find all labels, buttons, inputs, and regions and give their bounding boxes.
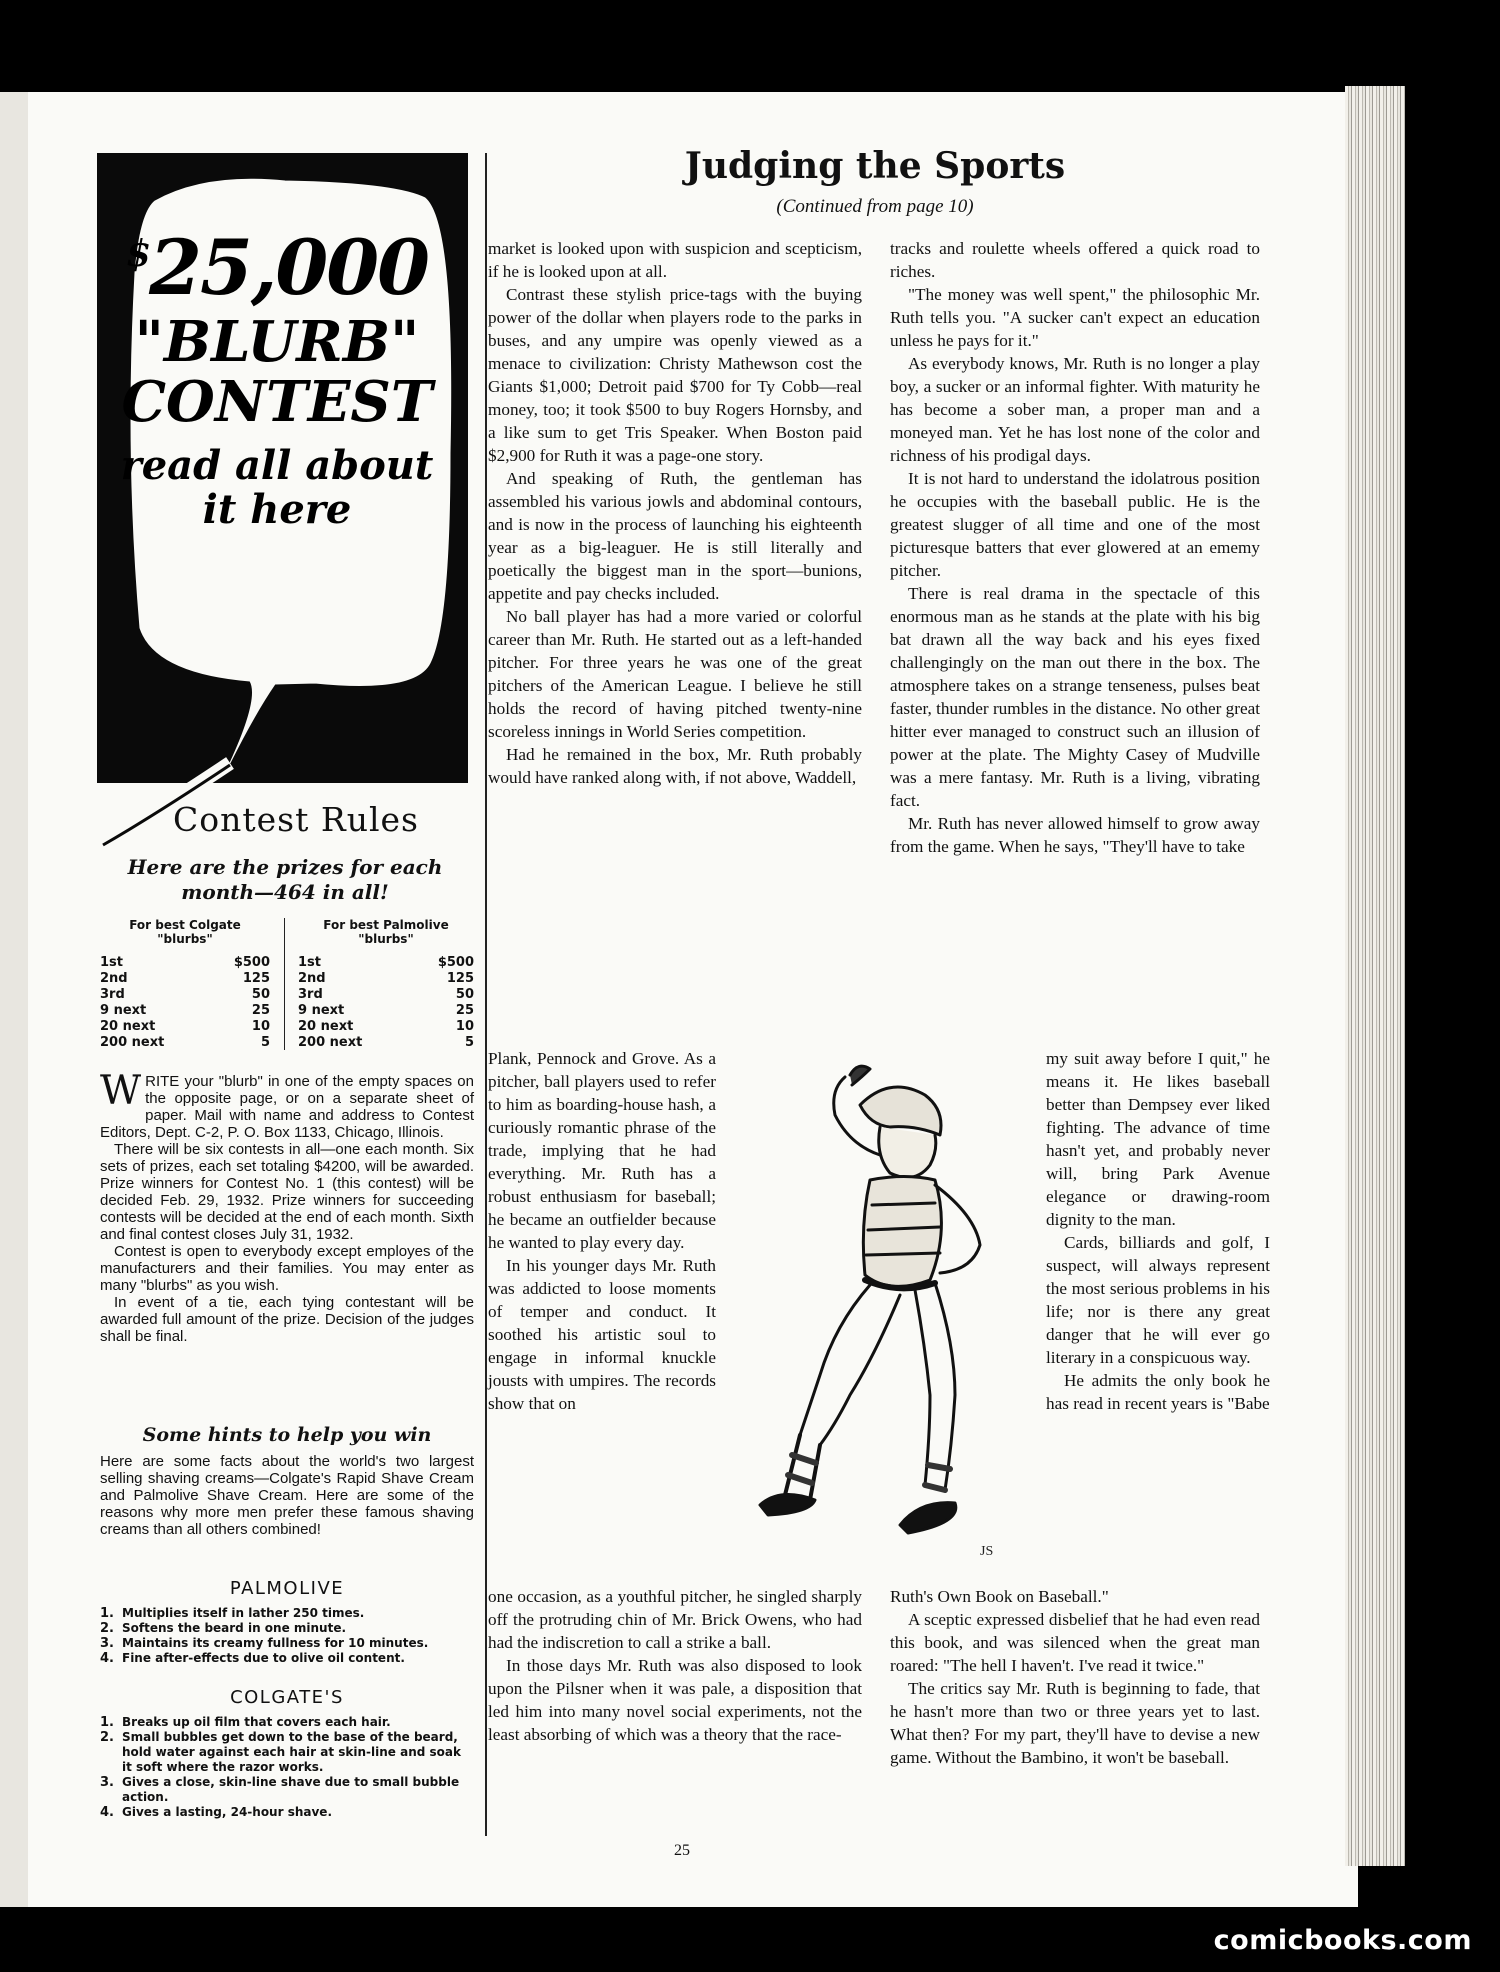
prize-row <box>100 1003 270 1019</box>
list-number: 4. <box>100 1805 114 1820</box>
article-paragraph: It is not hard to understand the idolatrous position he occupies with the baseball public. He is the greatest slugger of all time and one of the most picturesque batters that ever glowered at an ememy pitcher. <box>890 469 1260 580</box>
list-number: 2. <box>100 1621 114 1636</box>
article-paragraph: Contrast these stylish price-tags with the buying power of the dollar when players rode to the parks in buses, and any umpire was openly viewed as a menace to civilization: Christy Mathewson cost the Giants $1,000; Detroit paid $700 for Ty Cobb—real money, too; it took $500 to buy Rogers Hornsby, and a like sum to get Tris Speaker. When Boston paid $2,900 for Ruth it was a page-one story. <box>488 285 862 465</box>
colgate-prize-header: For best Colgate "blurbs" <box>129 918 241 947</box>
prize-row <box>298 1035 474 1051</box>
rules-paragraph: Contest is open to everybody except employes of the manufacturers and their families. You may enter as many "blurbs" as you wish. <box>100 1243 474 1294</box>
rules-paragraph: In event of a tie, each tying contestant will be awarded full amount of the prize. Decision of the judges shall be final. <box>100 1294 474 1345</box>
column-rule <box>485 153 487 1836</box>
read-line-2: it here <box>202 486 352 533</box>
read-line-1: read all about <box>120 442 434 489</box>
list-text: Multiplies itself in lather 250 times. <box>122 1606 365 1620</box>
prize-row <box>100 971 270 987</box>
page-stack-edge <box>1345 86 1405 1866</box>
hints-text: Here are some facts about the world's two largest selling shaving creams—Colgate's Rapid Shave Cream and Palmolive Shave Cream. Here are some of the reasons why more men prefer these famous shaving creams than all others combined! <box>100 1453 474 1538</box>
brand-list-item <box>100 1805 474 1820</box>
list-number: 1. <box>100 1606 114 1621</box>
brand-list-item <box>100 1730 474 1775</box>
brand-list-item <box>100 1621 474 1636</box>
article-paragraph: There is real drama in the spectacle of this enormous man as he stands at the plate with his big bat drawn all the way back and his eyes fixed challengingly on the man out there in the box. The atmosphere takes on a strange tenseness, pulses beat faster, thunder rumbles in the distance. No other great hitter ever managed to construct such an illusion of power at the plate. The Mighty Casey of Mudville was a mere fantasy. Mr. Ruth is a living, vibrating fact. <box>890 584 1260 810</box>
article-paragraph: Had he remained in the box, Mr. Ruth probably would have ranked along with, if not above, Waddell, <box>488 745 862 787</box>
prize-row <box>298 955 474 971</box>
list-number: 3. <box>100 1636 114 1651</box>
list-text: Softens the beard in one minute. <box>122 1621 347 1635</box>
article-paragraph: As everybody knows, Mr. Ruth is no longer a play boy, a sucker or an informal fighter. With maturity he has become a sober man, a proper man and a moneyed man. Yet he has lost none of the color and richness of his prodigal days. <box>890 354 1260 465</box>
prize-amount-value: 25 <box>251 1002 270 1018</box>
article-col2-top <box>890 237 1260 858</box>
article-col1-top <box>488 237 862 789</box>
article-col1-narrow <box>488 1047 716 1415</box>
prize-place: 9 next <box>100 1002 147 1018</box>
list-text: Fine after-effects due to olive oil content. <box>122 1651 405 1665</box>
article-paragraph: market is looked upon with suspicion and scepticism, if he is looked upon at all. <box>488 239 862 281</box>
facing-page-edge <box>0 92 30 1907</box>
article-paragraph: "The money was well spent," the philosophic Mr. Ruth tells you. "A sucker can't expect an education unless he pays for it." <box>890 285 1260 350</box>
prize-row <box>100 955 270 971</box>
list-number: 2. <box>100 1730 114 1745</box>
brand-list-item <box>100 1775 474 1805</box>
page-number: 25 <box>674 1842 690 1859</box>
prize-place: 2nd <box>298 970 326 986</box>
prize-amount-value: 10 <box>251 1018 270 1034</box>
rules-paragraph: There will be six contests in all—one each month. Six sets of prizes, each set totaling $4200, will be awarded. Prize winners for Contest No. 1 (this contest) will be decided Feb. 29, 1932. Prize winners for succeeding contests will be decided at the end of each month. Sixth and final contest closes July 31, 1932. <box>100 1141 474 1243</box>
list-number: 1. <box>100 1715 114 1730</box>
prize-row <box>100 1019 270 1035</box>
prize-place: 1st <box>298 954 321 970</box>
prize-amount-value: 5 <box>260 1034 270 1050</box>
ad-headline <box>112 223 442 533</box>
article-paragraph: my suit away before I quit," he means it. He likes baseball better than Dempsey ever liked fighting. The advance of time hasn't yet, and probably never will, bring Park Avenue elegance or drawing-room dignity to the man. <box>1046 1049 1270 1229</box>
brand-list-item <box>100 1606 474 1621</box>
prize-amount-value: 50 <box>455 986 474 1002</box>
prize-amount-value: 25 <box>455 1002 474 1018</box>
brand-list-item <box>100 1715 474 1730</box>
list-text: Maintains its creamy fullness for 10 minutes. <box>122 1636 429 1650</box>
prize-row <box>100 1035 270 1051</box>
list-number: 3. <box>100 1775 114 1790</box>
article-paragraph: tracks and roulette wheels offered a quick road to riches. <box>890 239 1260 281</box>
prize-place: 200 next <box>100 1034 165 1050</box>
article-title: Judging the Sports <box>684 145 1066 187</box>
list-text: Gives a lasting, 24-hour shave. <box>122 1805 332 1819</box>
babe-ruth-illustration <box>740 1055 1020 1575</box>
article-paragraph: Ruth's Own Book on Baseball." <box>890 1587 1109 1606</box>
prize-amount-value: 5 <box>464 1034 474 1050</box>
prize-amount: 25,000 <box>149 223 428 312</box>
prize-place: 9 next <box>298 1002 345 1018</box>
list-text: Small bubbles get down to the base of the beard, hold water against each hair at skin-line and soak it soft where the razor works. <box>122 1730 461 1774</box>
prize-amount-value: $500 <box>233 954 270 970</box>
colgate-prize-table <box>100 918 270 1051</box>
article-col1-bottom <box>488 1585 862 1746</box>
article-paragraph: Cards, billiards and golf, I suspect, will always represent the most serious problems in his life; nor is there any great danger that he will ever go literary in a conspicuous way. <box>1046 1233 1270 1367</box>
hints-title: Some hints to help you win <box>142 1424 432 1446</box>
prize-place: 1st <box>100 954 123 970</box>
palmolive-title: PALMOLIVE <box>229 1578 345 1599</box>
article-paragraph: A sceptic expressed disbelief that he had even read this book, and was silenced when the great man roared: "The hell I haven't. I've read it twice." <box>890 1610 1260 1675</box>
blurb-word: "BLURB" <box>134 309 420 375</box>
prize-amount-value: 50 <box>251 986 270 1002</box>
palmolive-prize-table <box>298 918 474 1051</box>
prize-amount-value: 125 <box>446 970 474 986</box>
rules-paragraph: RITE your "blurb" in one of the empty spaces on the opposite page, or on a separate sheet of paper. Mail with name and address to Contest Editors, Dept. C-2, P. O. Box 1133, Chicago, Illinois. <box>100 1073 474 1141</box>
colgate-list <box>100 1715 474 1820</box>
contest-rules-text <box>100 1068 474 1345</box>
article-paragraph: In his younger days Mr. Ruth was addicted to loose moments of temper and conduct. It soothed his artistic soul to engage in informal knuckle jousts with umpires. The records show that on <box>488 1256 716 1413</box>
article-subtitle: (Continued from page 10) <box>776 196 974 217</box>
prize-place: 20 next <box>100 1018 156 1034</box>
prize-amount-value: $500 <box>437 954 474 970</box>
article-paragraph: And speaking of Ruth, the gentleman has assembled his various jowls and abdominal contours, and is now in the process of launching his eighteenth year as a big-leaguer. He is still literally and poetically the biggest man in the sport—bunions, appetite and pay checks included. <box>488 469 862 603</box>
brand-list-item <box>100 1651 474 1666</box>
colgate-title: COLGATE'S <box>230 1687 344 1708</box>
brand-list-item <box>100 1636 474 1651</box>
prize-amount-value: 125 <box>242 970 270 986</box>
dollar-sign: $ <box>126 233 150 275</box>
article-paragraph: In those days Mr. Ruth was also disposed to look upon the Pilsner when it was pale, a disposition that led him into many novel social experiments, not the least absorbing of which was a theory that the race- <box>488 1656 862 1744</box>
prize-row <box>298 1003 474 1019</box>
article-col2-narrow <box>1046 1047 1270 1415</box>
article-paragraph: The critics say Mr. Ruth is beginning to fade, that he hasn't more than two or three years yet to last. What then? For my part, they'll have to devise a new game. Without the Bambino, it won't be baseball. <box>890 1679 1260 1767</box>
list-number: 4. <box>100 1651 114 1666</box>
prize-place: 3rd <box>298 986 323 1002</box>
list-text: Breaks up oil film that covers each hair. <box>122 1715 391 1729</box>
prizes-intro: Here are the prizes for each month—464 in all! <box>127 855 443 904</box>
article-paragraph: No ball player has had a more varied or colorful career than Mr. Ruth. He started out as a left-handed pitcher. For three years he was one of the great pitchers of the American League. I believe he still holds the record of having pitched twenty-nine scoreless innings in World Series competition. <box>488 607 862 741</box>
contest-rules-title: Contest Rules <box>173 800 419 839</box>
list-text: Gives a close, skin-line shave due to small bubble action. <box>122 1775 460 1804</box>
prize-row <box>298 987 474 1003</box>
prize-divider <box>284 918 285 1050</box>
palmolive-list <box>100 1606 474 1666</box>
prize-place: 2nd <box>100 970 128 986</box>
contest-word: CONTEST <box>121 369 433 435</box>
prize-amount-value: 10 <box>455 1018 474 1034</box>
watermark: comicbooks.com <box>1213 1925 1472 1956</box>
drop-cap: W <box>100 1068 142 1114</box>
prize-place: 200 next <box>298 1034 363 1050</box>
article-paragraph: Plank, Pennock and Grove. As a pitcher, ball players used to refer to him as boarding-house hash, a curiously romantic phrase of the trade, implying that he had everything. Mr. Ruth has a robust enthusiasm for baseball; he became an outfielder because he wanted to play every day. <box>488 1049 716 1252</box>
prize-row <box>100 987 270 1003</box>
article-col2-bottom <box>890 1585 1260 1769</box>
prize-row <box>298 971 474 987</box>
prize-place: 3rd <box>100 986 125 1002</box>
illustration-signature: JS <box>980 1544 994 1559</box>
article-paragraph: one occasion, as a youthful pitcher, he singled sharply off the protruding chin of Mr. Brick Owens, who had had the indiscretion to call a strike a ball. <box>488 1587 862 1652</box>
article-paragraph: Mr. Ruth has never allowed himself to grow away from the game. When he says, "They'll have to take <box>890 814 1260 856</box>
palmolive-prize-header: For best Palmolive "blurbs" <box>323 918 449 947</box>
prize-place: 20 next <box>298 1018 354 1034</box>
article-paragraph: He admits the only book he has read in recent years is "Babe <box>1046 1371 1270 1413</box>
prize-row <box>298 1019 474 1035</box>
